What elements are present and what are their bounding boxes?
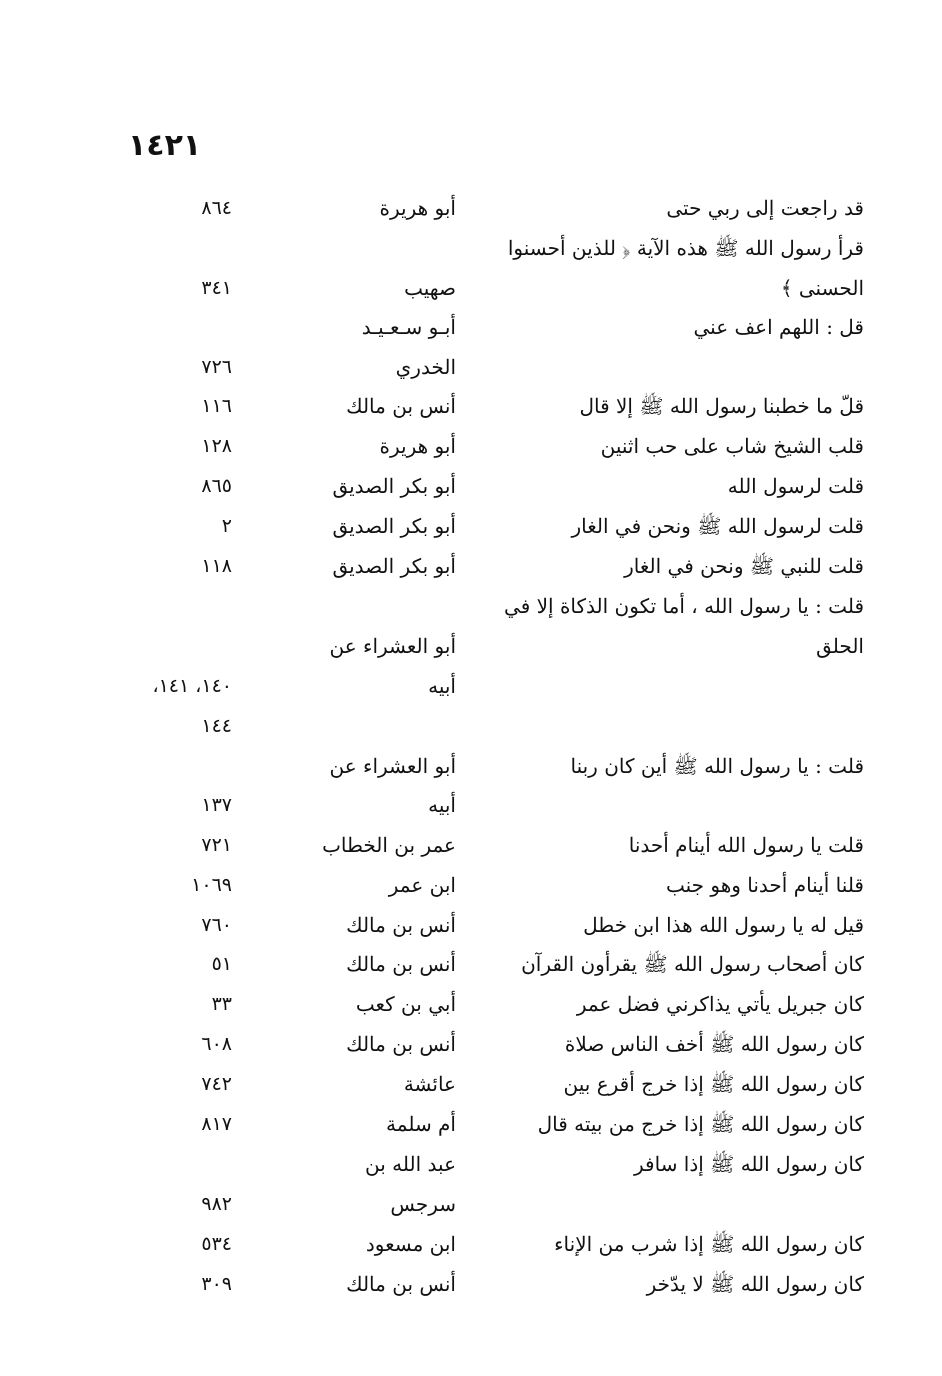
narrator-name: أبي بن كعب: [355, 992, 456, 1016]
hadith-text: قل : اللهم اعف عني: [693, 315, 864, 339]
narrator-name: أنس بن مالك: [346, 1272, 456, 1296]
hadith-number: ١٠٦٩: [191, 874, 232, 896]
narrator-name: أبو العشراء عن: [329, 754, 456, 778]
hadith-text: قلت للنبي ﷺ ونحن في الغار: [624, 554, 864, 578]
hadith-number: ١٣٧: [201, 794, 232, 816]
index-row: [0, 1064, 942, 1104]
index-row: [0, 188, 942, 228]
hadith-number: ٣٤١: [201, 277, 232, 299]
index-row: [0, 307, 942, 347]
hadith-number: ٢: [221, 515, 232, 537]
hadith-text: الحلق: [816, 634, 864, 658]
hadith-number: ٣٣: [211, 993, 232, 1015]
hadith-number: ١٢٨: [201, 435, 232, 457]
hadith-number: ٩٨٢: [201, 1193, 232, 1215]
index-row: [0, 1264, 942, 1304]
hadith-text: قلنا أينام أحدنا وهو جنب: [665, 873, 864, 897]
index-row: [0, 347, 942, 387]
narrator-name: أنس بن مالك: [346, 394, 456, 418]
narrator-name: أبو هريرة: [379, 196, 456, 220]
hadith-text: كان أصحاب رسول الله ﷺ يقرأون القرآن: [521, 952, 864, 976]
hadith-text: قلت يا رسول الله أينام أحدنا: [628, 833, 864, 857]
hadith-text: كان رسول الله ﷺ إذا خرج من بيته قال: [537, 1112, 864, 1136]
index-row: [0, 1024, 942, 1064]
index-row: [0, 1224, 942, 1264]
narrator-name: أبو بكر الصديق: [332, 514, 456, 538]
narrator-name: أنس بن مالك: [346, 952, 456, 976]
hadith-text: كان جبريل يأتي يذاكرني فضل عمر: [576, 992, 864, 1016]
hadith-number: ٥١: [211, 953, 232, 975]
index-row: [0, 905, 942, 945]
index-row: [0, 586, 942, 626]
narrator-name: عمر بن الخطاب: [322, 833, 456, 857]
hadith-text: قيل له يا رسول الله هذا ابن خطل: [583, 913, 864, 937]
hadith-number: ٨٦٥: [201, 475, 232, 497]
index-row: [0, 546, 942, 586]
narrator-name: أبـو سـعـيـد: [361, 315, 456, 339]
index-row: [0, 666, 942, 706]
index-row: [0, 706, 942, 746]
hadith-text: قلت لرسول الله: [727, 474, 864, 498]
index-row: [0, 825, 942, 865]
hadith-text: كان رسول الله ﷺ إذا شرب من الإناء: [554, 1232, 864, 1256]
index-row: [0, 1184, 942, 1224]
index-row: [0, 984, 942, 1024]
index-row: [0, 426, 942, 466]
narrator-name: أبو العشراء عن: [329, 634, 456, 658]
hadith-number: ١٤٠، ١٤١،: [152, 675, 232, 697]
index-row: [0, 626, 942, 666]
hadith-number: ٨٦٤: [201, 197, 232, 219]
hadith-text: قلب الشيخ شاب على حب اثنين: [600, 434, 864, 458]
hadith-number: ٧٢٦: [201, 356, 232, 378]
narrator-name: عبد الله بن: [365, 1152, 456, 1176]
hadith-text: قد راجعت إلى ربي حتى: [666, 196, 864, 220]
index-row: [0, 1144, 942, 1184]
index-row: [0, 466, 942, 506]
narrator-name: صهيب: [404, 276, 456, 300]
narrator-name: الخدري: [395, 355, 456, 379]
page-number: ١٤٢١: [128, 128, 202, 163]
hadith-text: قلّ ما خطبنا رسول الله ﷺ إلا قال: [579, 394, 864, 418]
hadith-text: كان رسول الله ﷺ إذا سافر: [634, 1152, 864, 1176]
narrator-name: أبو بكر الصديق: [332, 474, 456, 498]
index-row: [0, 944, 942, 984]
narrator-name: أبيه: [428, 793, 456, 817]
narrator-name: عائشة: [403, 1072, 456, 1096]
hadith-number: ١١٨: [201, 555, 232, 577]
hadith-number: ٧٦٠: [201, 914, 232, 936]
narrator-name: أبو هريرة: [379, 434, 456, 458]
hadith-number: ٣٠٩: [201, 1273, 232, 1295]
hadith-text: قلت : يا رسول الله ﷺ أين كان ربنا: [570, 754, 864, 778]
hadith-number: ٥٣٤: [201, 1233, 232, 1255]
narrator-name: أنس بن مالك: [346, 1032, 456, 1056]
narrator-name: ابن مسعود: [365, 1232, 456, 1256]
hadith-number: ٧٢١: [201, 834, 232, 856]
index-row: [0, 746, 942, 786]
narrator-name: ابن عمر: [388, 873, 456, 897]
narrator-name: أنس بن مالك: [346, 913, 456, 937]
hadith-text: قرأ رسول الله ﷺ هذه الآية ﴿ للذين أحسنوا: [507, 236, 864, 260]
index-row: [0, 865, 942, 905]
index-row: [0, 1104, 942, 1144]
hadith-text: قلت لرسول الله ﷺ ونحن في الغار: [571, 514, 864, 538]
hadith-number: ٨١٧: [201, 1113, 232, 1135]
hadith-number: ٦٠٨: [201, 1033, 232, 1055]
index-row: [0, 506, 942, 546]
index-row: [0, 785, 942, 825]
narrator-name: أبو بكر الصديق: [332, 554, 456, 578]
hadith-text: قلت : يا رسول الله ، أما تكون الذكاة إلا في: [504, 594, 864, 618]
index-row: [0, 228, 942, 268]
narrator-name: أبيه: [428, 674, 456, 698]
hadith-number: ٧٤٢: [201, 1073, 232, 1095]
hadith-text: الحسنى ﴾: [780, 276, 864, 300]
hadith-text: كان رسول الله ﷺ إذا خرج أقرع بين: [563, 1072, 864, 1096]
index-row: [0, 386, 942, 426]
hadith-number: ١١٦: [201, 395, 232, 417]
hadith-text: كان رسول الله ﷺ أخف الناس صلاة: [564, 1032, 864, 1056]
narrator-name: أم سلمة: [386, 1112, 456, 1136]
hadith-text: كان رسول الله ﷺ لا يدّخر: [646, 1272, 864, 1296]
index-row: [0, 268, 942, 308]
hadith-number: ١٤٤: [201, 715, 232, 737]
narrator-name: سرجس: [390, 1192, 456, 1216]
